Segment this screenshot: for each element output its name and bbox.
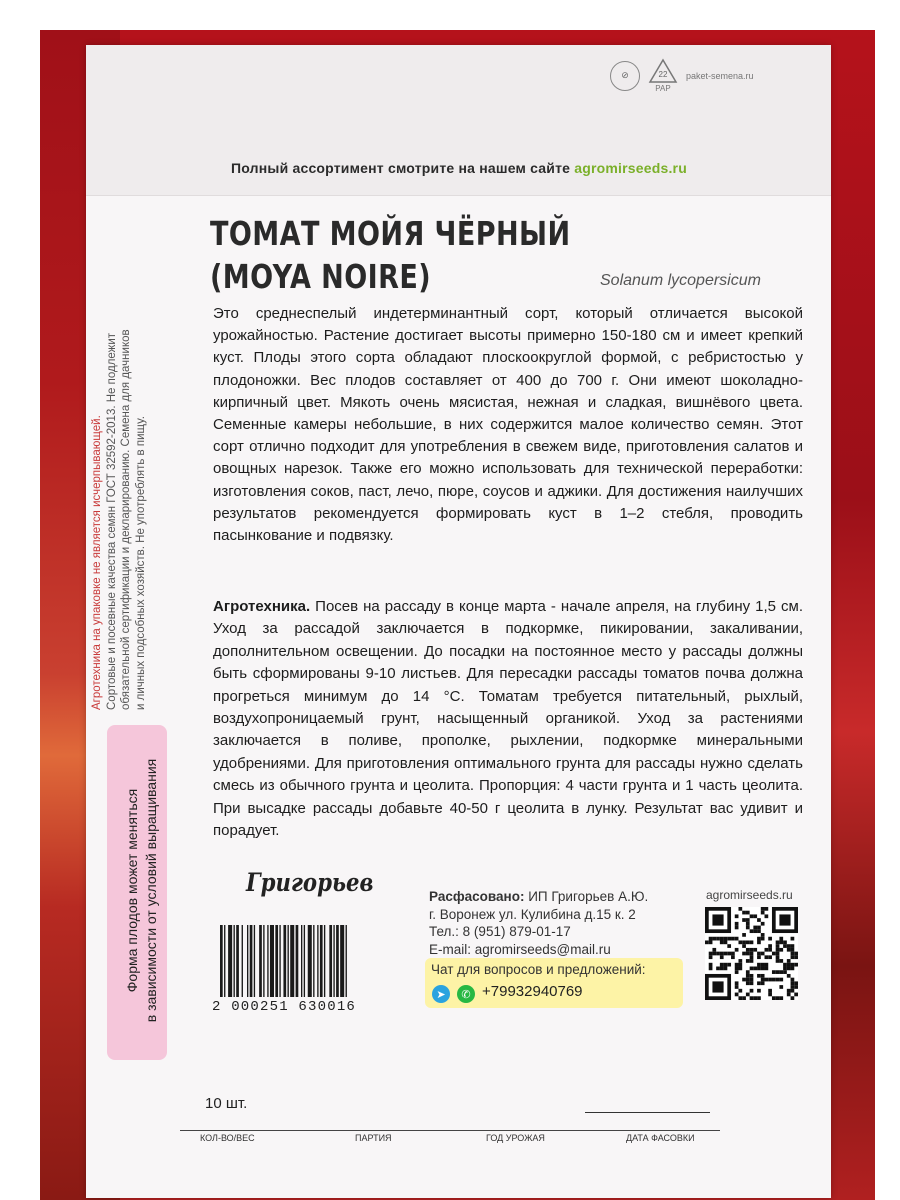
qr-module xyxy=(794,963,798,967)
recycle-code: PAP xyxy=(655,84,671,93)
barcode-bar xyxy=(336,925,339,997)
qr-module xyxy=(765,967,769,971)
qr-module xyxy=(750,948,754,952)
title-line-1: ТОМАТ МОЙЯ ЧЁРНЫЙ xyxy=(210,214,571,253)
qr-module xyxy=(757,963,761,967)
barcode xyxy=(218,925,404,1007)
qr-module xyxy=(779,996,783,1000)
qr-module xyxy=(794,981,798,985)
qr-module xyxy=(742,952,746,956)
barcode-bar xyxy=(250,925,253,997)
qr-module xyxy=(791,989,795,993)
qr-module xyxy=(709,937,713,941)
qr-module xyxy=(742,944,746,948)
qr-module xyxy=(724,963,728,967)
qr-module xyxy=(724,940,728,944)
qr-module xyxy=(746,970,750,974)
side-line-3: и личных подсобных хозяйств. Не употреблять в пищу. xyxy=(134,416,147,710)
qr-module xyxy=(768,993,772,997)
qr-module xyxy=(716,937,720,941)
label-year: ГОД УРОЖАЯ xyxy=(486,1133,545,1143)
qr-module xyxy=(776,955,780,959)
packed-label: Расфасовано: xyxy=(429,889,525,904)
qr-module xyxy=(776,978,780,982)
qr-module xyxy=(746,922,750,926)
qr-module xyxy=(761,933,765,937)
qr-module xyxy=(757,926,761,930)
qr-module xyxy=(731,952,735,956)
barcode-number: 2 000251 630016 xyxy=(212,999,357,1015)
qr-module xyxy=(787,974,791,978)
qr-module xyxy=(791,996,795,1000)
qr-module xyxy=(724,937,728,941)
recycle-icon xyxy=(648,58,678,93)
barcode-bar xyxy=(254,925,255,997)
brand-logo: Григорьев xyxy=(246,868,374,897)
agrotech-section xyxy=(213,596,803,842)
qr-module xyxy=(779,937,783,941)
qr-module xyxy=(757,955,761,959)
qr-module xyxy=(772,970,776,974)
signature-line xyxy=(585,1112,710,1113)
qr-module xyxy=(750,952,754,956)
qr-module xyxy=(705,940,709,944)
barcode-bar xyxy=(290,925,294,997)
packed-by-line xyxy=(429,888,648,906)
qr-module xyxy=(791,952,795,956)
qr-module xyxy=(735,926,739,930)
qr-module xyxy=(750,959,754,963)
barcode-bar xyxy=(267,925,268,997)
qr-module xyxy=(791,937,795,941)
qr-module xyxy=(779,959,783,963)
qr-module xyxy=(761,981,765,985)
qr-module xyxy=(779,970,783,974)
qr-module xyxy=(750,996,754,1000)
qr-module xyxy=(776,970,780,974)
qr-module xyxy=(791,944,795,948)
qr-module xyxy=(761,978,765,982)
qr-module xyxy=(727,944,731,948)
barcode-bar xyxy=(288,925,289,997)
barcode-bar xyxy=(324,925,325,997)
barcode-bar xyxy=(296,925,299,997)
barcode-bar xyxy=(329,925,332,997)
whatsapp-icon[interactable]: ✆ xyxy=(457,985,475,1003)
qr-module xyxy=(753,996,757,1000)
qr-module xyxy=(757,974,761,978)
qr-module xyxy=(746,940,750,944)
qr-module xyxy=(712,914,723,925)
qr-module xyxy=(791,967,795,971)
qr-module xyxy=(720,955,724,959)
pink-note-box xyxy=(107,725,167,1060)
qr-module xyxy=(794,955,798,959)
qr-module xyxy=(750,989,754,993)
qr-module xyxy=(735,914,739,918)
barcode-bar xyxy=(247,925,248,997)
qr-module xyxy=(779,940,783,944)
qr-module xyxy=(746,911,750,915)
qr-module xyxy=(746,948,750,952)
barcode-bar xyxy=(340,925,344,997)
qr-module xyxy=(791,978,795,982)
qr-module xyxy=(757,989,761,993)
telegram-icon[interactable]: ➤ xyxy=(432,985,450,1003)
barcode-bar xyxy=(220,925,223,997)
qr-module xyxy=(742,911,746,915)
side-line-2: обязательной сертификации и декларированию. Семена для дачников xyxy=(120,329,132,710)
qr-module xyxy=(761,911,765,915)
qr-module xyxy=(716,952,720,956)
qr-module xyxy=(750,978,754,982)
site-line xyxy=(231,160,687,176)
qr-module xyxy=(750,940,754,944)
barcode-bar xyxy=(313,925,314,997)
qr-module xyxy=(742,940,746,944)
qr-module xyxy=(727,952,731,956)
email-line[interactable]: E-mail: agromirseeds@mail.ru xyxy=(429,941,611,957)
qr-module xyxy=(746,926,750,930)
qr-module xyxy=(709,963,713,967)
qr-module xyxy=(779,985,783,989)
side-line-1: Сортовые и посевные качества семян ГОСТ 32592-2013. Не подлежит xyxy=(105,332,118,710)
qr-module xyxy=(735,937,739,941)
qr-module xyxy=(768,948,772,952)
qr-module xyxy=(720,937,724,941)
qr-module xyxy=(746,978,750,982)
qr-module xyxy=(735,985,739,989)
qr-module xyxy=(738,940,742,944)
qr-module xyxy=(757,996,761,1000)
paket-site-label: paket-semena.ru xyxy=(686,70,754,81)
barcode-bar xyxy=(228,925,232,997)
description: Это среднеспелый индетерминантный сорт, который отличается высокой урожайностью. Растение достигает высоты примерно 150-180 см и имеет крепкий куст. Плоды этого сорта обладают плоскоокруглой формой, с ребристостью у плодоножки. Вес плодов составляет от 400 до 700 г. Они имеют шоколадно-кирпичный цвет. Мякоть очень мясистая, нежная и сладкая, вишнёвого цвета. Семенные камеры небольшие, в них содержится малое количество семян. Этот сорт отлично подходит для употребления в свежем виде, приготовления салатов и овощных нарезок. Также его можно использовать для технической переработки: изготовления соков, паст, лечо, пюре, соусов и аджики. Для достижения наилучших результатов рекомендуется формировать куст в 1–2 стебля, проводить пасынкование и подвязку. xyxy=(213,305,803,545)
site-link[interactable]: agromirseeds.ru xyxy=(574,160,687,176)
qr-module xyxy=(750,929,754,933)
qr-module xyxy=(720,952,724,956)
qr-module xyxy=(776,940,780,944)
qr-module xyxy=(753,914,757,918)
qr-module xyxy=(738,967,742,971)
qr-module xyxy=(794,993,798,997)
qr-module xyxy=(750,914,754,918)
barcode-bar xyxy=(263,925,264,997)
qr-module xyxy=(742,918,746,922)
recycle-triangle-icon xyxy=(648,58,678,84)
label-qty: КОЛ-ВО/ВЕС xyxy=(200,1133,255,1143)
pink-note-text xyxy=(113,723,173,1058)
title-line-2: (MOYA NOIRE) xyxy=(210,257,432,296)
qr-module xyxy=(787,963,791,967)
barcode-bar xyxy=(275,925,278,997)
qr-module xyxy=(779,914,790,925)
qr-module xyxy=(757,981,761,985)
qr-module xyxy=(727,937,731,941)
qr-module xyxy=(750,981,754,985)
qr-module xyxy=(787,944,791,948)
qr-module xyxy=(753,967,757,971)
qr-module xyxy=(735,948,739,952)
site-line-text: Полный ассортимент смотрите на нашем сайте xyxy=(231,160,575,176)
qr-module xyxy=(761,963,765,967)
label-date: ДАТА ФАСОВКИ xyxy=(626,1133,695,1143)
agrotech-text: Посев на рассаду в конце марта - начале апреля, на глубину 1,5 см. Уход за рассадой заключается в подкормке, пикировании, закаливании, дополнительном освещении. До посадки на постоянное место у рассады должны быть сформированы 9-10 листьев. Для пересадки рассады томатов почва должна прогреться минимум до 14 °С. Томатам требуется питательный, рыхлый, воздухопроницаемый грунт, насыщенный органикой. Уход за растениями заключается в поливе, прополке, рыхлении, подкормке минеральными удобрениями. Для приготовления оптимального грунта для рассады нужно сделать смесь из обычного грунта и цеолита. Пропорция: 4 части грунта и 1 часть цеолита. При высадке рассады добавьте 40-50 г цеолита в лунку. Результат вас удивит и порадует. xyxy=(213,598,803,840)
qr-module xyxy=(757,918,761,922)
qr-module xyxy=(761,922,765,926)
qr-module xyxy=(720,963,724,967)
qr-module xyxy=(746,918,750,922)
address-line: г. Воронеж ул. Кулибина д.15 к. 2 xyxy=(429,906,636,922)
qr-module xyxy=(779,978,783,982)
qr-module xyxy=(757,940,761,944)
barcode-bar xyxy=(346,925,347,997)
qr-module xyxy=(783,944,787,948)
barcode-bar xyxy=(301,925,302,997)
qr-module xyxy=(724,952,728,956)
qr-module xyxy=(791,955,795,959)
product-title xyxy=(210,212,571,298)
qr-module xyxy=(742,996,746,1000)
qr-module xyxy=(791,985,795,989)
barcode-bar xyxy=(242,925,243,997)
qr-module xyxy=(787,959,791,963)
qr-module xyxy=(735,967,739,971)
side-legal-text xyxy=(90,290,210,710)
qr-module xyxy=(787,989,791,993)
qr-module xyxy=(768,944,772,948)
qr-code[interactable] xyxy=(705,907,798,1000)
qr-module xyxy=(720,967,724,971)
qr-module xyxy=(757,952,761,956)
qr-module xyxy=(765,963,769,967)
qr-module xyxy=(735,981,739,985)
side-red-text: Агротехника на упаковке не является исчерпывающей. xyxy=(91,415,103,710)
barcode-bar xyxy=(333,925,334,997)
qr-module xyxy=(727,963,731,967)
qr-module xyxy=(761,952,765,956)
qr-module xyxy=(712,981,723,992)
qr-module xyxy=(787,967,791,971)
qr-module xyxy=(757,929,761,933)
qr-module xyxy=(761,907,765,911)
qr-module xyxy=(720,940,724,944)
qr-module xyxy=(783,970,787,974)
qr-module xyxy=(753,926,757,930)
qr-module xyxy=(712,952,716,956)
barcode-bar xyxy=(283,925,286,997)
qr-module xyxy=(738,996,742,1000)
qr-module xyxy=(742,933,746,937)
qr-module xyxy=(776,944,780,948)
barcode-bar xyxy=(304,925,305,997)
phone-line: Тел.: 8 (951) 879-01-17 xyxy=(429,924,571,939)
qr-module xyxy=(735,970,739,974)
packaging-icons xyxy=(610,58,754,93)
barcode-bar xyxy=(320,925,323,997)
qr-module xyxy=(709,940,713,944)
qr-module xyxy=(753,929,757,933)
qr-module xyxy=(712,948,716,952)
qr-module xyxy=(783,940,787,944)
qr-module xyxy=(768,989,772,993)
qr-module xyxy=(709,952,713,956)
qr-module xyxy=(794,985,798,989)
qr-module xyxy=(765,955,769,959)
qr-module xyxy=(768,978,772,982)
qr-module xyxy=(776,948,780,952)
qr-module xyxy=(746,993,750,997)
barcode-bar xyxy=(259,925,262,997)
qr-module xyxy=(757,967,761,971)
qr-module xyxy=(791,948,795,952)
no-food-icon: ⊘ xyxy=(610,61,640,91)
qr-module xyxy=(791,963,795,967)
barcode-bar xyxy=(279,925,280,997)
qr-module xyxy=(761,974,765,978)
qr-module xyxy=(746,981,750,985)
qr-module xyxy=(772,996,776,1000)
qr-module xyxy=(772,952,776,956)
pink-note-line-1: Форма плодов может меняться xyxy=(124,788,140,993)
qr-module xyxy=(779,948,783,952)
barcode-bar xyxy=(308,925,312,997)
qr-module xyxy=(738,989,742,993)
qr-module xyxy=(776,959,780,963)
latin-name: Solanum lycopersicum xyxy=(600,272,761,289)
qr-module xyxy=(776,996,780,1000)
recycle-number: 22 xyxy=(658,70,668,79)
barcode-bar xyxy=(234,925,235,997)
label-batch: ПАРТИЯ xyxy=(355,1133,392,1143)
qr-module xyxy=(791,981,795,985)
qr-module xyxy=(768,937,772,941)
qr-module xyxy=(746,974,750,978)
barcode-bar xyxy=(236,925,239,997)
qr-module xyxy=(750,967,754,971)
qr-module xyxy=(742,978,746,982)
qr-module xyxy=(787,948,791,952)
qr-module xyxy=(761,937,765,941)
qr-module xyxy=(768,955,772,959)
bottom-rule xyxy=(180,1130,720,1131)
pink-note-line-2: в зависимости от условий выращивания xyxy=(143,758,159,1023)
contact-block xyxy=(429,888,648,958)
qr-module xyxy=(746,959,750,963)
qr-module xyxy=(753,948,757,952)
barcode-bar xyxy=(224,925,225,997)
qr-module xyxy=(794,952,798,956)
qr-module xyxy=(787,993,791,997)
qr-module xyxy=(738,963,742,967)
qr-module xyxy=(716,967,720,971)
qr-module xyxy=(738,959,742,963)
agrotech-label: Агротехника. xyxy=(213,598,311,615)
chat-label: Чат для вопросов и предложений: xyxy=(431,962,646,977)
qr-module xyxy=(712,937,716,941)
qr-module xyxy=(738,907,742,911)
qr-module xyxy=(735,963,739,967)
qr-module xyxy=(765,914,769,918)
qr-module xyxy=(731,937,735,941)
barcode-bar xyxy=(317,925,318,997)
qr-module xyxy=(765,907,769,911)
qr-module xyxy=(731,955,735,959)
packed-by: ИП Григорьев А.Ю. xyxy=(524,889,649,904)
qr-module xyxy=(757,937,761,941)
qr-module xyxy=(735,922,739,926)
qr-module xyxy=(783,967,787,971)
qr-module xyxy=(735,993,739,997)
qr-label: agromirseeds.ru xyxy=(706,888,793,902)
qr-module xyxy=(709,967,713,971)
qr-module xyxy=(709,955,713,959)
qr-module xyxy=(772,978,776,982)
chat-phone[interactable]: +79932940769 xyxy=(482,983,583,1000)
qr-module xyxy=(776,952,780,956)
qr-module xyxy=(750,974,754,978)
qr-module xyxy=(750,955,754,959)
qr-module xyxy=(783,963,787,967)
qr-module xyxy=(765,948,769,952)
qr-module xyxy=(761,967,765,971)
qr-module xyxy=(765,978,769,982)
qr-module xyxy=(746,952,750,956)
barcode-bar xyxy=(270,925,274,997)
quantity: 10 шт. xyxy=(205,1095,248,1112)
qr-module xyxy=(724,967,728,971)
